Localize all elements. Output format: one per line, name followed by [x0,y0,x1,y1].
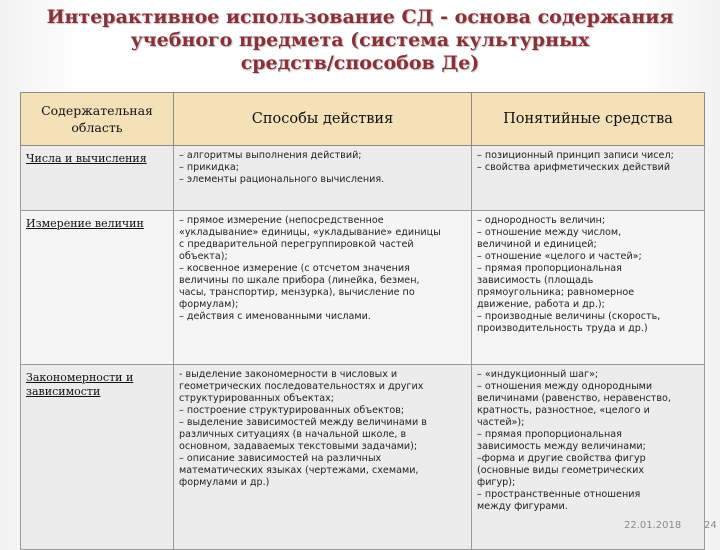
concepts-line: – прямая пропорциональная [477,263,622,274]
concepts-line: – однородность величин; [477,215,606,226]
area-cell: Числа и вычисления [21,146,174,211]
concepts-line: движение, работа и др.); [477,299,605,310]
actions-line: с предварительной перегруппировкой частей [179,239,414,250]
actions-line: - выделение закономерности в числовых и [179,369,398,380]
concepts-line: между фигурами. [477,501,568,512]
table-row [21,365,705,550]
actions-line: различных ситуациях (в начальной школе, в [179,429,407,440]
slide-title-line-2: учебного предмета (система культурных [130,29,590,51]
concepts-line: – отношение между числом, [477,227,622,238]
area-cell: Закономерности и зависимости [21,365,174,550]
actions-line: часы, транспортир, мензурка), вычисление по [179,287,415,298]
concepts-line: –форма и другие свойства фигур [477,453,646,464]
actions-line: структурированных объектах; [179,393,334,404]
actions-line: формулам); [179,299,239,310]
actions-line: «укладывание» единицы, «укладывание» единицы [179,227,441,238]
actions-line: – прикидка; [179,162,240,173]
slide-page-number: 24 [704,520,717,531]
actions-line: – выделение зависимостей между величинами в [179,417,427,428]
concepts-line: – пространственные отношения [477,489,641,500]
slide-title [40,6,680,75]
header-action-methods: Способы действия [174,93,472,146]
concepts-cell [472,211,705,365]
area-cell: Измерение величин [21,211,174,365]
slide-title-line-3: средств/способов Де) [240,52,480,74]
actions-line: – элементы рационального вычисления. [179,174,385,185]
concepts-line: частей»); [477,417,525,428]
concepts-line: зависимость (площадь [477,275,594,286]
actions-cell [174,146,472,211]
concepts-line: фигур); [477,477,516,488]
actions-line: – построение структурированных объектов; [179,405,405,416]
concepts-line: кратность, разностное, «целого и [477,405,650,416]
actions-line: формулами и др.) [179,477,270,488]
concepts-line: величиной и единицей; [477,239,597,250]
concepts-line: зависимость между величинами; [477,441,646,452]
actions-line: объекта); [179,251,228,262]
table-row [21,211,705,365]
concepts-line: – прямая пропорциональная [477,429,622,440]
actions-line: геометрических последовательностях и других [179,381,424,392]
concepts-line: – отношения между однородными [477,381,653,392]
table-row [21,146,705,211]
slide-date: 22.01.2018 [624,520,682,531]
actions-cell [174,365,472,550]
actions-line: – описание зависимостей на различных [179,453,382,464]
actions-line: – действия с именованными числами. [179,311,371,322]
actions-line: – алгоритмы выполнения действий; [179,150,362,161]
actions-line: основном, задаваемых текстовыми задачами); [179,441,418,452]
content-table [20,92,705,550]
concepts-line: – свойства арифметических действий [477,162,671,173]
concepts-line: величинами (равенство, неравенство, [477,393,671,404]
concepts-line: прямоугольника; равномерное [477,287,635,298]
table-header-row [21,93,705,146]
slide-title-line-1: Интерактивное использование СД - основа содержания [46,6,674,28]
concepts-line: – «индукционный шаг»; [477,369,599,380]
actions-line: – прямое измерение (непосредственное [179,215,384,226]
actions-line: математических языках (чертежами, схемами, [179,465,419,476]
concepts-line: – позиционный принцип записи чисел; [477,150,674,161]
actions-cell [174,211,472,365]
concepts-line: – производные величины (скорость, [477,311,661,322]
concepts-line: – отношение «целого и частей»; [477,251,642,262]
concepts-cell [472,146,705,211]
concepts-line: (основные виды геометрических [477,465,645,476]
concepts-line: производительность труда и др.) [477,323,648,334]
header-content-area: Содержательная область [21,93,174,146]
actions-line: – косвенное измерение (с отсчетом значения [179,263,410,274]
header-conceptual-means: Понятийные средства [472,93,705,146]
actions-line: величины по шкале прибора (линейка, безмен, [179,275,420,286]
